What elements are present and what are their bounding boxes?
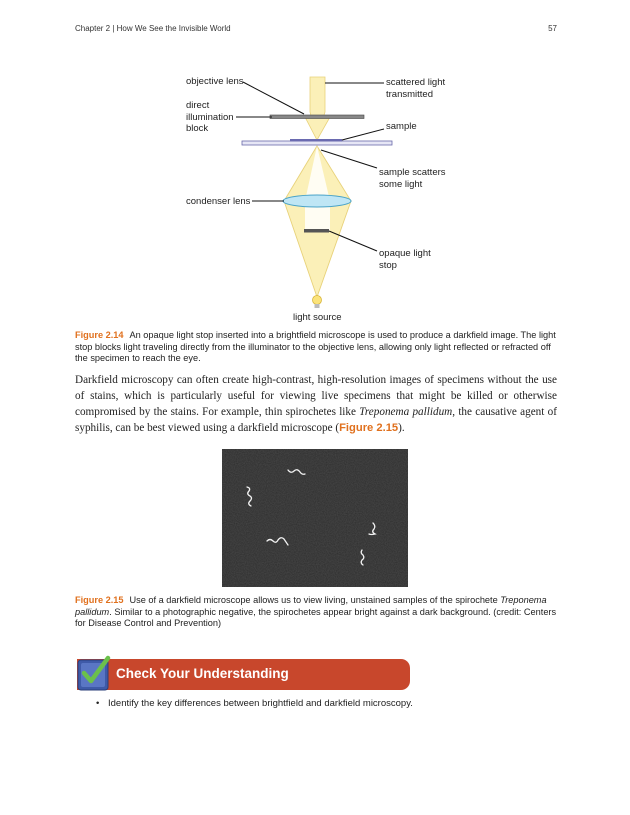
page-number: 57 xyxy=(548,24,557,33)
direct-illumination-block-shape xyxy=(270,115,364,119)
cyu-list xyxy=(96,698,413,710)
scatter-cone-upper xyxy=(305,117,330,140)
running-head: Chapter 2 | How We See the Invisible World xyxy=(75,24,231,33)
figure-2-14-caption xyxy=(75,330,557,365)
paragraph-text: , the causative agent of syphilis, can be best viewed using a darkfield microscope ( xyxy=(75,405,557,434)
stage-slide xyxy=(242,141,392,145)
label-line: transmitted xyxy=(386,88,433,100)
label-line: direct xyxy=(186,100,210,111)
label-line: stop xyxy=(379,259,397,271)
opaque-light-stop-shape xyxy=(304,229,329,233)
caption-text: . Similar to a photographic negative, the spirochetes appear bright against a dark background. (credit: Centers for Disease Control and Prevention) xyxy=(75,606,557,629)
paragraph-text: Darkfield microscopy can often create high-contrast, high-resolution images of specimens without the use of stains, which is particularly useful for viewing live specimens that might be killed or otherwise compromised by the stains. For example, thin spirochetes like xyxy=(75,374,557,418)
darkfield-microscope-diagram xyxy=(0,0,630,330)
label-line: sample scatters xyxy=(379,167,446,178)
darkfield-micrograph-image xyxy=(222,449,408,587)
paragraph-text: ). xyxy=(398,421,405,434)
label-condenser-lens: condenser lens xyxy=(186,196,251,207)
list-item: • Identify the key differences between brightfield and darkfield microscopy. xyxy=(96,698,413,710)
cyu-title: Check Your Understanding xyxy=(116,666,289,681)
label-scattered-light xyxy=(386,77,445,100)
checkmark-box-icon xyxy=(77,655,111,693)
leader-objective xyxy=(243,82,304,114)
figure-2-15-caption xyxy=(75,595,557,630)
figure-number: Figure 2.14 xyxy=(75,330,124,340)
label-light-source: light source xyxy=(293,312,342,323)
label-sample-scatters xyxy=(379,167,446,190)
figure-number: Figure 2.15 xyxy=(75,595,124,605)
leader-sample xyxy=(342,129,384,140)
label-line: illumination xyxy=(186,111,234,123)
label-opaque-light-stop xyxy=(379,248,431,271)
condenser-lens-shape xyxy=(283,195,351,207)
check-your-understanding-banner xyxy=(77,659,410,690)
caption-text: An opaque light stop inserted into a brightfield microscope is used to produce a darkfield image. The light stop blocks light traveling directly from the illuminator to the objective lens, allowing only light reflected or refracted off the specimen to reach the eye. xyxy=(75,330,556,364)
caption-text: Use of a darkfield microscope allows us to view living, unstained samples of the spirochete xyxy=(129,595,501,605)
sample-shape xyxy=(290,139,342,142)
body-paragraph xyxy=(75,373,557,437)
caption-species: Treponema pallidum xyxy=(75,595,547,617)
figure-2-15-link[interactable]: Figure 2.15 xyxy=(339,421,399,434)
label-line: scattered light xyxy=(386,77,446,88)
label-direct-illumination-block xyxy=(186,100,234,135)
label-line: block xyxy=(186,123,209,134)
species-name: Treponema pallidum xyxy=(359,405,453,418)
light-bulb-icon xyxy=(313,296,322,309)
label-line: some light xyxy=(379,178,423,190)
label-line: opaque light xyxy=(379,248,431,259)
label-sample: sample xyxy=(386,121,417,132)
label-objective-lens: objective lens xyxy=(186,76,244,87)
